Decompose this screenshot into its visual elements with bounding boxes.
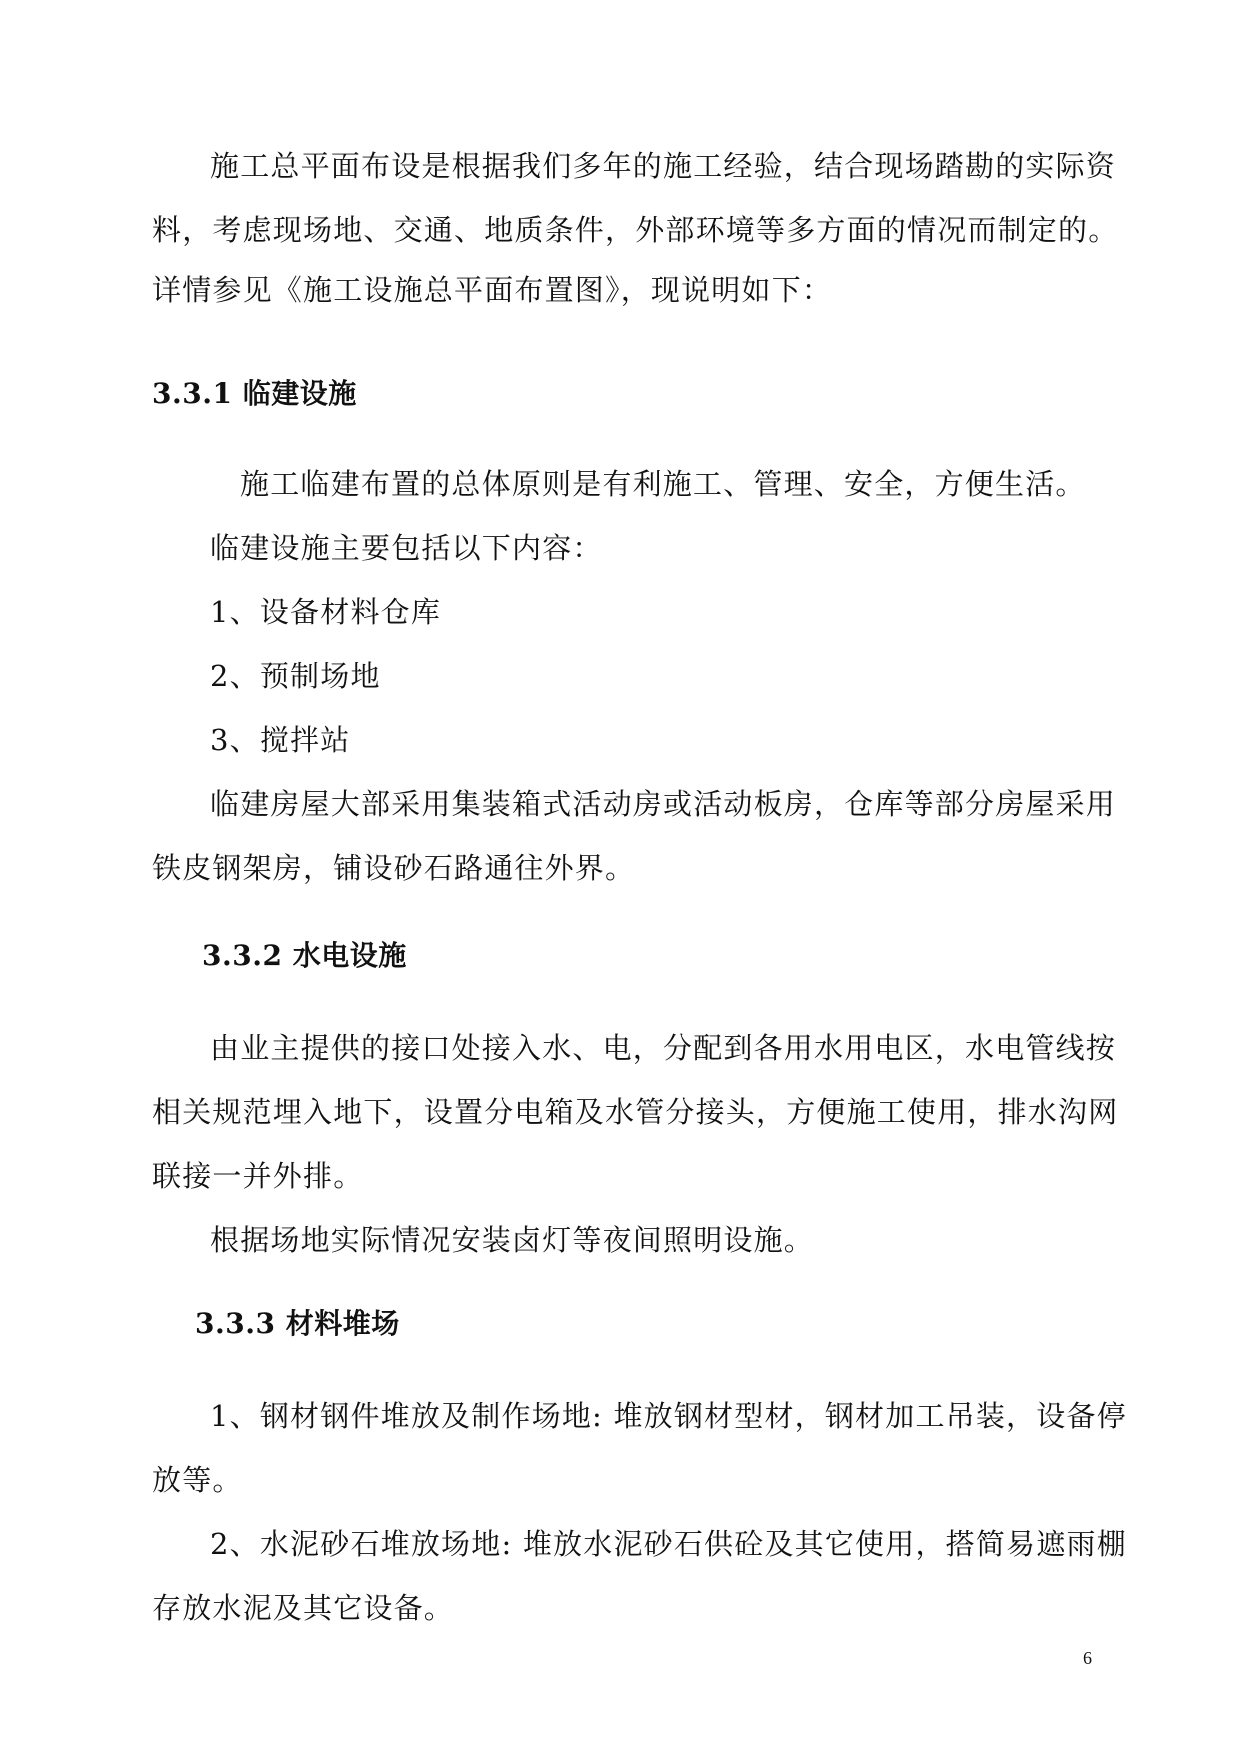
section2-p1-line-2: 相关规范埋入地下，设置分电箱及水管分接头，方便施工使用，排水沟网 [152,1095,1119,1129]
intro-line-3: 详情参见《施工设施总平面布置图》，现说明如下： [152,273,833,307]
section3-item2-line-2: 存放水泥及其它设备。 [152,1591,455,1625]
section1-list-intro: 临建设施主要包括以下内容： [210,531,603,565]
section2-p1-line-1: 由业主提供的接口处接入水、电，分配到各用水用电区，水电管线按 [210,1031,1117,1065]
section-heading-3-3-3: 3.3.3 材料堆场 [195,1307,400,1340]
section1-list-item-1: 1、设备材料仓库 [210,595,442,629]
section2-p1-line-3: 联接一并外排。 [152,1159,364,1193]
intro-line-1: 施工总平面布设是根据我们多年的施工经验，结合现场踏勘的实际资 [210,149,1117,183]
page-number: 6 [1083,1648,1092,1668]
section-heading-3-3-2: 3.3.2 水电设施 [202,939,407,972]
section-heading-3-3-1: 3.3.1 临建设施 [152,377,357,410]
intro-line-2: 料，考虑现场地、交通、地质条件，外部环境等多方面的情况而制定的。 [152,213,1119,247]
section3-item2-line-1: 2、水泥砂石堆放场地: 堆放水泥砂石供砼及其它使用，搭简易遮雨棚 [210,1527,1127,1561]
section1-housing-line-1: 临建房屋大部采用集装箱式活动房或活动板房，仓库等部分房屋采用 [210,787,1117,821]
section3-item1-line-2: 放等。 [152,1463,243,1497]
section1-list-item-2: 2、预制场地 [210,659,381,693]
section1-principle: 施工临建布置的总体原则是有利施工、管理、安全，方便生活。 [240,467,1086,501]
section1-housing-line-2: 铁皮钢架房，铺设砂石路通往外界。 [152,851,636,885]
section3-item1-line-1: 1、钢材钢件堆放及制作场地: 堆放钢材型材，钢材加工吊装，设备停 [210,1399,1127,1433]
section2-p2: 根据场地实际情况安装卤灯等夜间照明设施。 [210,1223,815,1257]
section1-list-item-3: 3、搅拌站 [210,723,351,757]
